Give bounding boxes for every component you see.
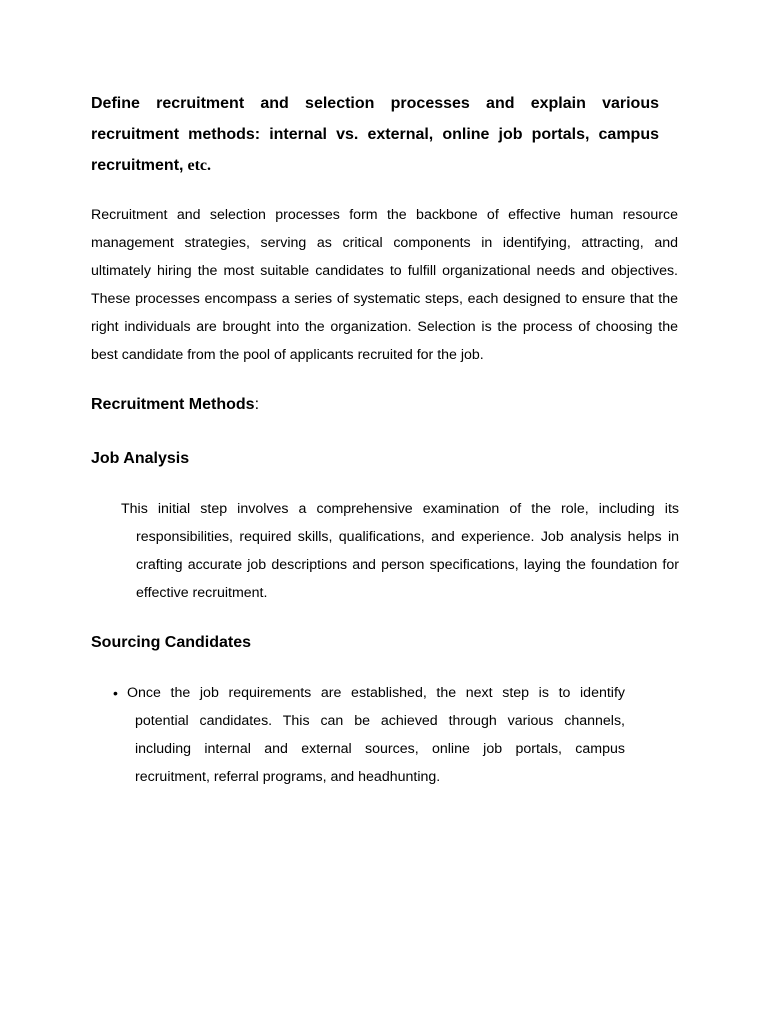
sourcing-candidates-heading: Sourcing Candidates — [91, 634, 252, 651]
sourcing-bullet-list — [113, 679, 625, 791]
document-title-main: Define recruitment and selection processes and explain various recruitment methods: internal vs. external, online job portals, campus recruitment, — [91, 95, 659, 174]
sourcing-continuation: potential candidates. This can be achieved through various channels, including internal and external sources, online job portals, campus recruitment, referral programs, and headhunting. — [135, 713, 625, 785]
recruitment-methods-heading — [91, 394, 259, 416]
recruitment-methods-heading-text: Recruitment Methods — [91, 396, 255, 413]
job-analysis-first-line: This initial step involves a comprehensive examination of the role, including its — [121, 501, 679, 517]
job-analysis-paragraph — [121, 495, 679, 607]
bullet-dot-icon: • — [113, 685, 118, 701]
sourcing-bullet-item — [113, 679, 625, 791]
document-title — [91, 88, 659, 181]
intro-paragraph: Recruitment and selection processes form the backbone of effective human resource management strategies, serving as critical components in identifying, attracting, and ultimately hiring the most suitable candidates to fulfill organizational needs and objectives. These processes encompass a series of systematic steps, each designed to ensure that the right individuals are brought into the organization. Selection is the process of choosing the best candidate from the pool of applicants recruited for the job. — [91, 207, 678, 363]
job-analysis-continuation: responsibilities, required skills, qualifications, and experience. Job analysis helps in crafting accurate job descriptions and person specifications, laying the foundation for effective recruitment. — [136, 529, 679, 601]
job-analysis-heading: Job Analysis — [91, 450, 190, 467]
document-title-tail: etc. — [183, 157, 211, 174]
sourcing-first-line: Once the job requirements are established, the next step is to identify — [127, 685, 625, 701]
recruitment-methods-colon: : — [254, 396, 260, 413]
